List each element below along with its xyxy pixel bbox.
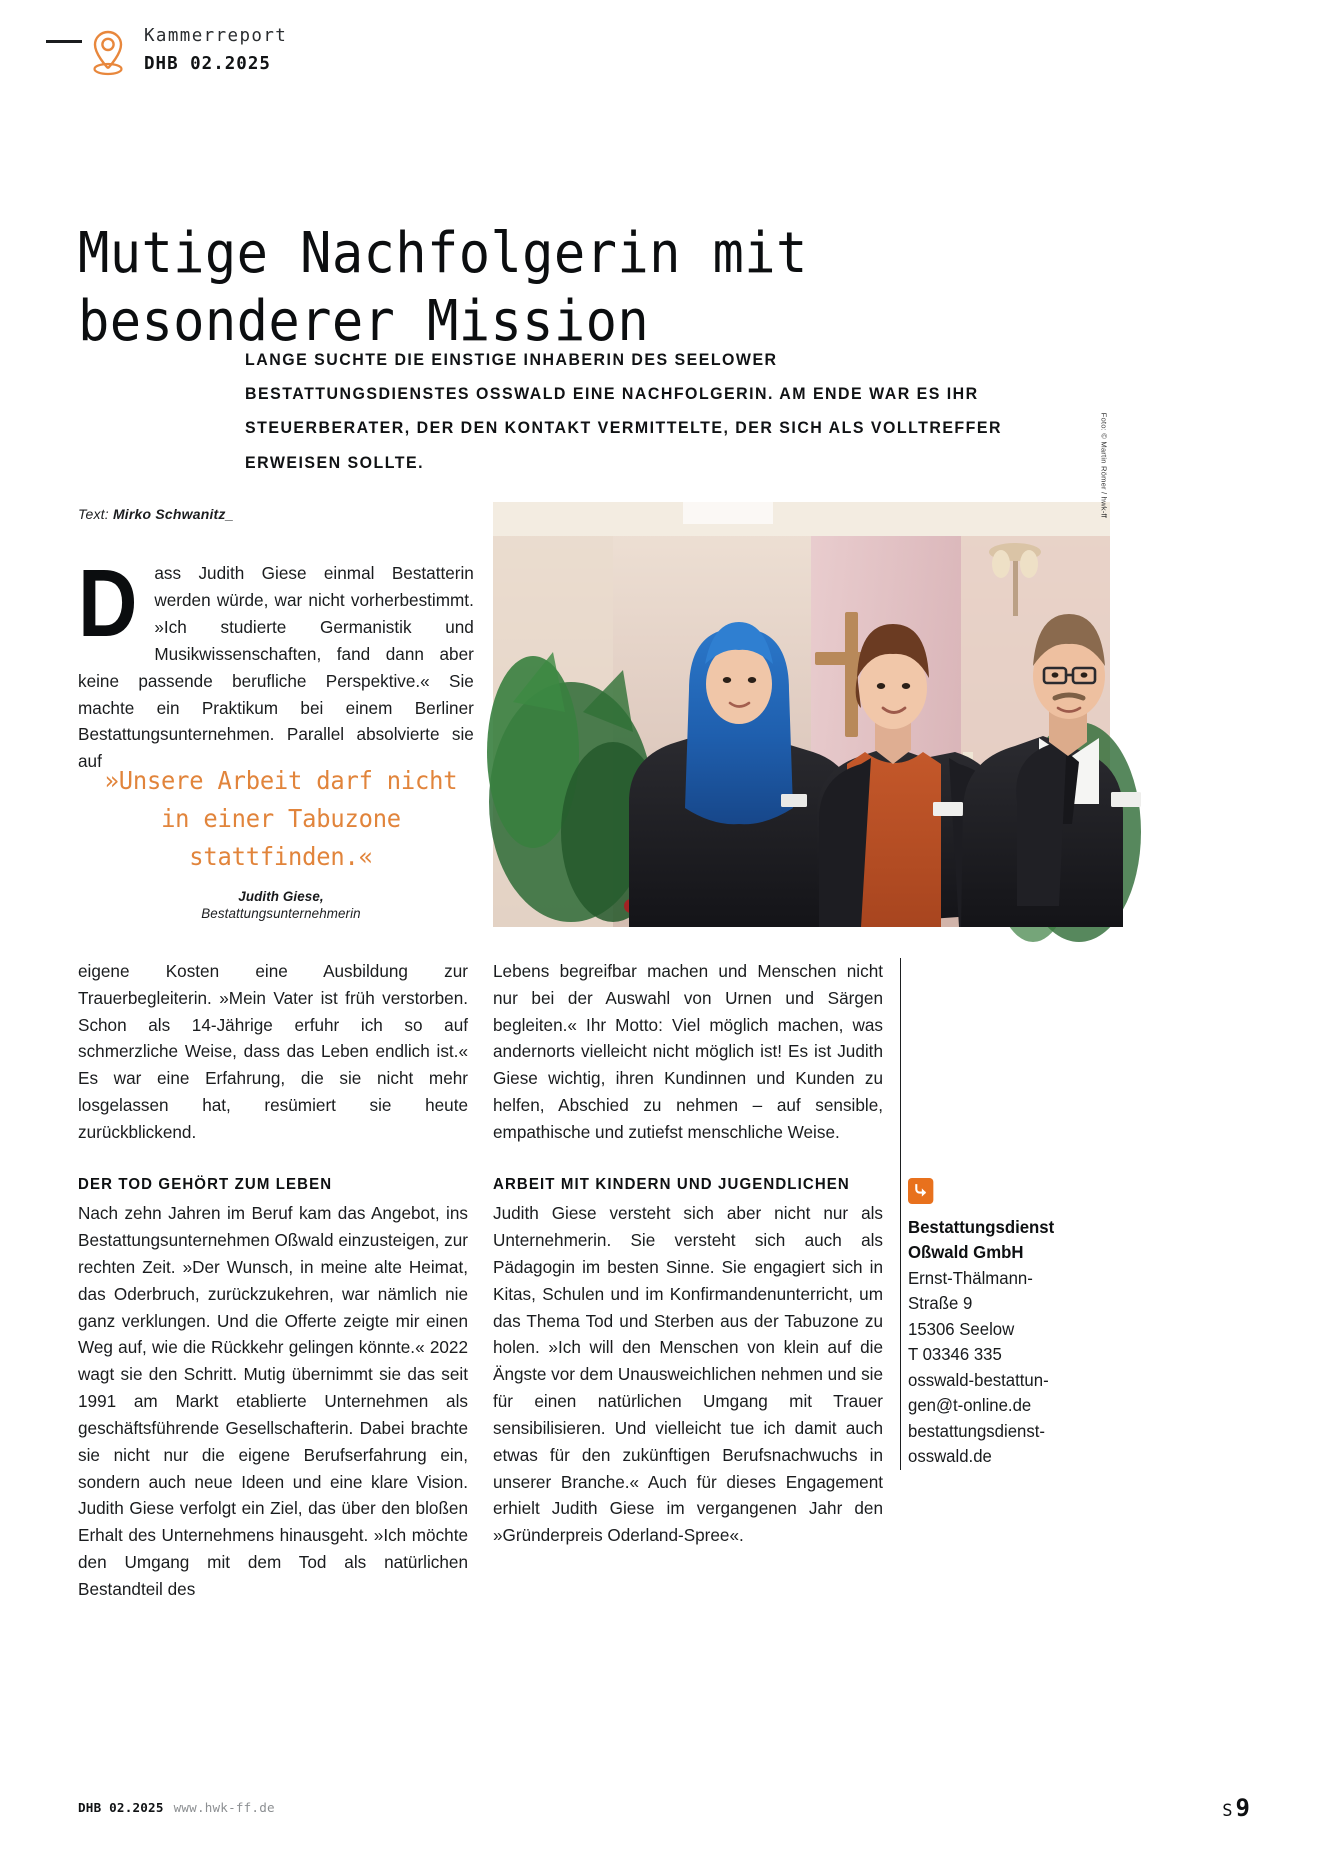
contact-website-line[interactable]: osswald.de [908, 1446, 992, 1467]
body-column-right [493, 958, 883, 1549]
byline-author: Mirko Schwanitz_ [112, 506, 234, 522]
paragraph: eigene Kosten eine Ausbildung zur Trauerbegleiterin. »Mein Vater ist früh verstorben. Schon als 14-Jährige erfuhr ich so auf schmerzliche Weise, dass das Leben endlich ist.« Es war eine Erfahrung, die sie nicht mehr losgelassen hat, resümiert sie heute zurückblickend. [78, 961, 468, 1142]
footer-page [1222, 1794, 1250, 1822]
arrow-curved-right-icon [908, 1178, 933, 1204]
photo-credit: Foto: © Martin Römer / hwk-ff [1099, 412, 1108, 518]
subheading-left: DER TOD GEHÖRT ZUM LEBEN [78, 1175, 333, 1193]
standfirst: LANGE SUCHTE DIE EINSTIGE INHABERIN DES SEELOWER BESTATTUNGSDIENSTES OSSWALD EINE NACHFOLGERIN. AM ENDE WAR ES IHR STEUERBERATER, DER DEN KONTAKT VERMITTELTE, DER SICH ALS VOLLTREFFER ERWEISEN SOLLTE. [245, 350, 1002, 472]
paragraph: Lebens begreifbar machen und Menschen nicht nur bei der Auswahl von Urnen und Särgen begleiten.« Ihr Motto: Viel möglich machen, was andernorts vielleicht nicht möglich ist! Es ist Judith Giese wichtig, ihren Kundinnen und Kunden zu helfen, Abschied zu nehmen – auf sensible, empathische und zutiefst menschliche Weise. [493, 961, 883, 1142]
pull-quote [78, 762, 484, 921]
contact-line: Ernst-Thälmann- [908, 1267, 1033, 1288]
dropcap: D [78, 550, 138, 657]
location-pin-icon [88, 28, 128, 80]
paragraph: Nach zehn Jahren im Beruf kam das Angebot, ins Bestattungsunternehmen Oßwald einzusteigen, zur rechten Zeit. »Der Wunsch, in meine alte Heimat, das Oderbruch, zurückzukehren, war nämlich nie ganz verklungen. Und die Offerte zeigte mir einen Weg auf, wie die Rückkehr gelingen könnte.« 2022 wagt sie den Schritt. Mutig übernimmt sie das seit 1991 am Markt etablierte Unternehmen als geschäftsführende Gesellschafterin. Dabei brachte sie nicht nur die eigene Berufserfahrung ein, sondern auch neue Ideen und eine klare Vision. Judith Giese verfolgt ein Ziel, das über den bloßen Erhalt des Unternehmens hinausgeht. »Ich möchte den Umgang mit dem Tod als natürlichen Bestandteil des [78, 1203, 469, 1599]
paragraph: Judith Giese versteht sich aber nicht nur als Unternehmerin. Sie versteht sich auch als Pädagogin im besten Sinne. Sie engagiert sich in Kitas, Schulen und im Konfirmandenunterricht, um das Thema Tod und Sterben aus der Tabuzone zu holen. »Ich will den Menschen von klein auf die Ängste vor dem Unausweichlichen nehmen und sie für einen natürlichen Umgang mit Trauer sensibilisieren. Und vielleicht tue ich damit auch etwas für den zukünftigen Berufsnachwuchs in unserer Branche.« Auch für dieses Engagement erhielt Judith Giese im vergangenen Jahr den »Gründerpreis Oderland-Spree«. [493, 1203, 884, 1546]
subheading-right: ARBEIT MIT KINDERN UND JUGENDLICHEN [493, 1175, 850, 1193]
pull-quote-text: »Unsere Arbeit darf nicht in einer Tabuzone stattfinden.« [104, 766, 458, 871]
contact-info-box [908, 1178, 1084, 1470]
byline [78, 506, 234, 522]
footer-page-number: 9 [1235, 1794, 1250, 1822]
contact-company-line1: Bestattungsdienst [908, 1217, 1055, 1237]
contact-email-line[interactable]: gen@t-online.de [908, 1395, 1032, 1416]
footer-url[interactable]: www.hwk-ff.de [173, 1800, 275, 1815]
contact-website-line[interactable]: bestattungsdienst- [908, 1420, 1045, 1441]
contact-line: 15306 Seelow [908, 1318, 1015, 1339]
footer-issue: DHB 02.2025 [78, 1800, 164, 1815]
lead-paragraph [78, 550, 474, 775]
lead-text: ass Judith Giese einmal Bestatterin werden würde, war nicht vorherbestimmt. »Ich studierte Germanistik und Musikwissenschaften, fand dann aber keine passende berufliche Perspektive.« Sie machte ein Praktikum bei einem Berliner Bestattungsunternehmen. Parallel absolvierte sie auf [78, 563, 474, 772]
pull-quote-attribution-name: Judith Giese, [238, 889, 324, 904]
masthead-text-group [144, 24, 287, 78]
masthead-issue: DHB 02.2025 [144, 54, 271, 75]
byline-label: Text: [78, 506, 109, 522]
contact-phone: T 03346 335 [908, 1344, 1002, 1365]
contact-address-block [908, 1266, 1084, 1470]
pull-quote-attribution-role: Bestattungsunternehmerin [201, 906, 361, 921]
footer-page-prefix: S [1222, 1801, 1233, 1821]
body-column-left [78, 958, 468, 1603]
page-title: Mutige Nachfolgerin mit besonderer Mission [78, 220, 808, 354]
sidebar-divider [900, 958, 901, 1470]
masthead-kicker: Kammerreport [144, 26, 288, 46]
contact-company-line2: Oßwald GmbH [908, 1242, 1024, 1263]
contact-email-line[interactable]: osswald-bestattun- [908, 1369, 1049, 1390]
masthead [46, 26, 526, 96]
article-photo [493, 412, 1110, 927]
contact-line: Straße 9 [908, 1293, 973, 1314]
masthead-rule [46, 40, 82, 43]
footer-left [78, 1800, 275, 1815]
